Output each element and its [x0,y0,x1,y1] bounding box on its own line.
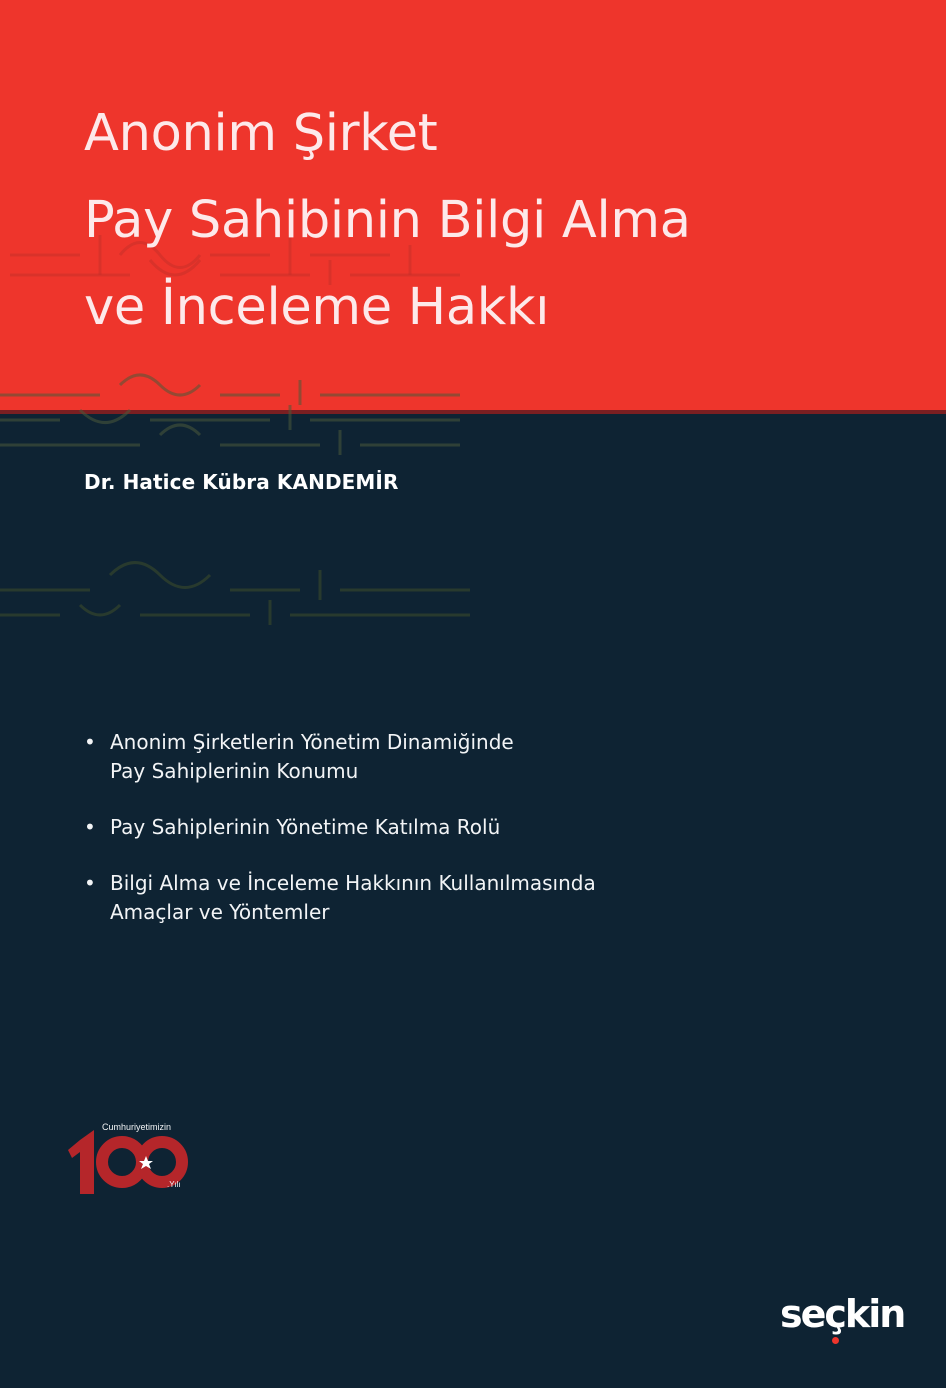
centenary-caption-top: Cumhuriyetimizin [102,1122,172,1132]
title-line-2: Pay Sahibinin Bilgi Alma [84,191,691,250]
bullet-icon: • [84,815,96,839]
book-title [84,90,691,351]
list-item-line: Anonim Şirketlerin Yönetim Dinamiğinde [110,730,514,754]
centenary-caption-bottom: .Yılı [167,1180,181,1189]
list-item [84,813,704,842]
list-item [84,728,704,786]
list-item-line: Pay Sahiplerinin Konumu [110,759,359,783]
publisher-name: seçkin [780,1292,905,1336]
list-item [84,869,704,927]
publisher-logo [780,1292,904,1336]
topic-list [84,728,704,954]
list-item-line: Pay Sahiplerinin Yönetime Katılma Rolü [110,815,501,839]
band-divider [0,410,946,414]
list-item-line: Bilgi Alma ve İnceleme Hakkının Kullanılmasında [110,871,596,895]
centenary-logo [64,1120,194,1200]
bullet-icon: • [84,730,96,754]
list-item-line: Amaçlar ve Yöntemler [110,900,330,924]
publisher-dot-icon [832,1337,839,1344]
title-line-3: ve İnceleme Hakkı [84,278,550,337]
title-line-1: Anonim Şirket [84,104,438,163]
bullet-icon: • [84,871,96,895]
author-name: Dr. Hatice Kübra KANDEMİR [84,470,399,494]
